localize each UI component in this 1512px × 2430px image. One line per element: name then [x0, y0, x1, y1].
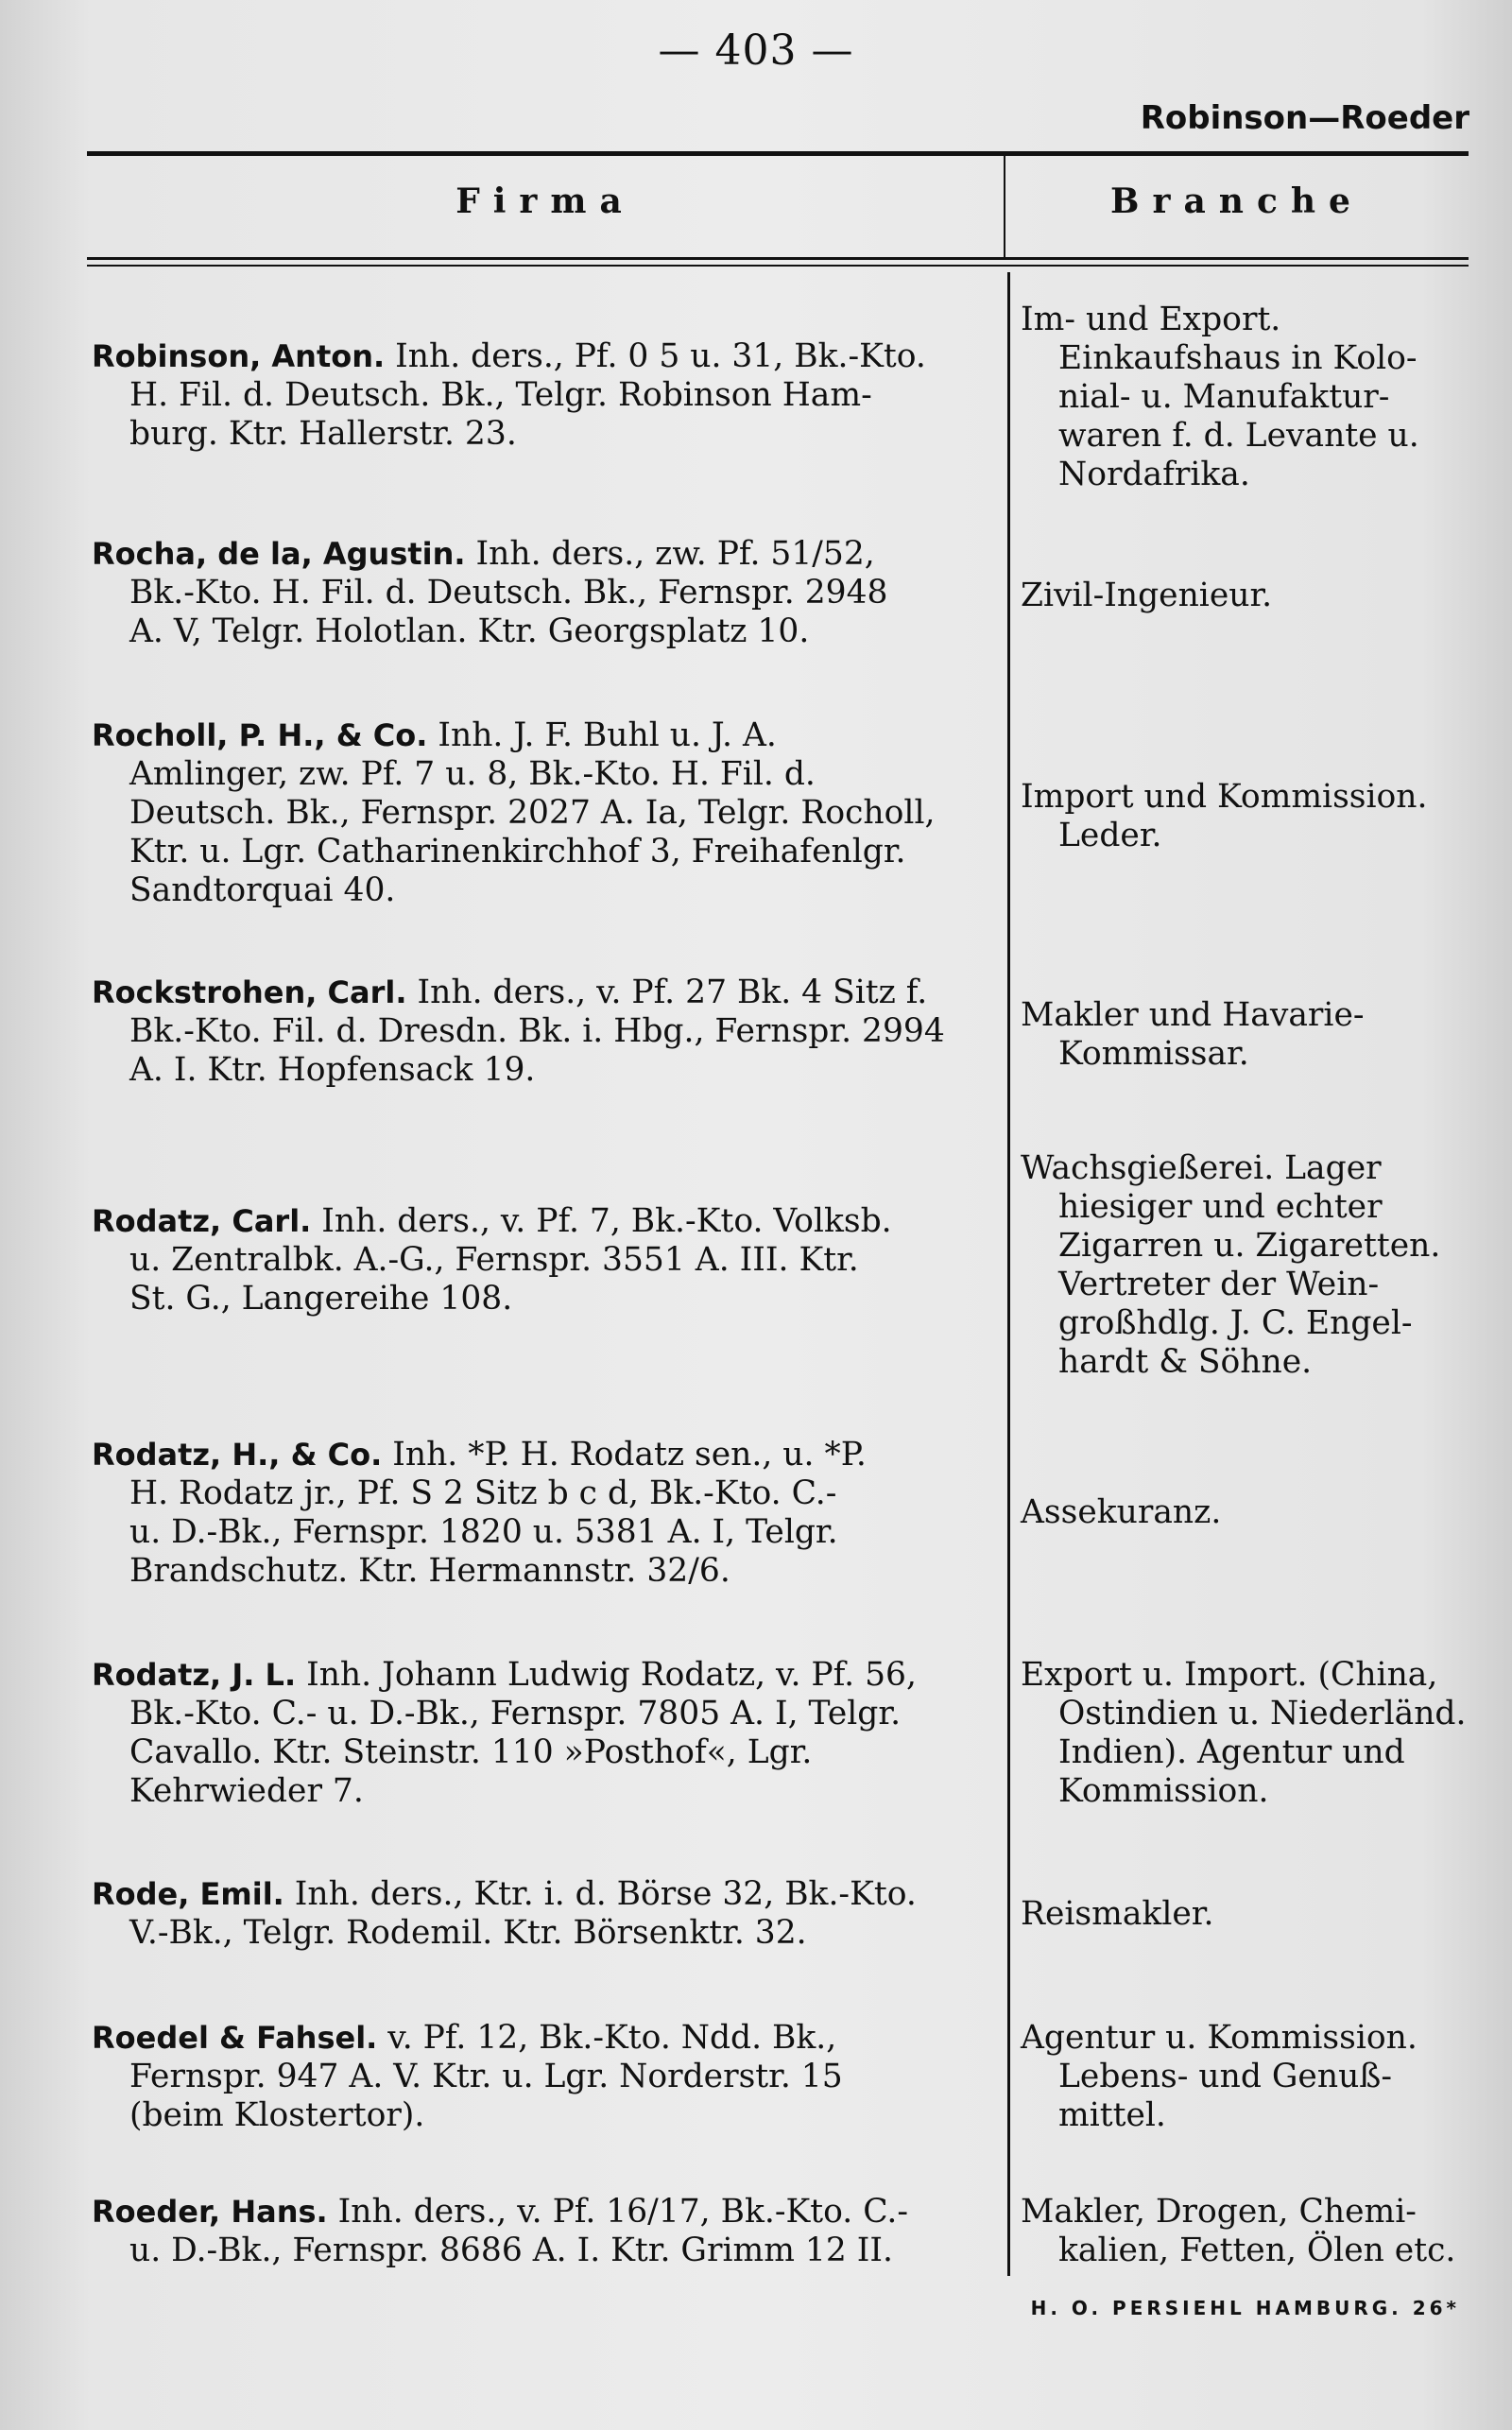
firm-line: v. Pf. 12, Bk.-Kto. Ndd. Bk.,: [387, 2019, 837, 2057]
firm-line: Kehrwieder 7.: [129, 1772, 364, 1810]
branch-line: Reismakler.: [1021, 1895, 1214, 1933]
branch-line: Makler, Drogen, Chemi-: [1021, 2193, 1417, 2231]
entry-branch: [1021, 2193, 1484, 2270]
firm-name: Rodatz, H., & Co.: [92, 1437, 383, 1473]
entry-firm: [92, 1436, 1001, 1591]
firm-line: Inh. ders., Pf. 0 5 u. 31, Bk.-Kto.: [395, 337, 926, 375]
firm-line: St. G., Langereihe 108.: [129, 1280, 513, 1318]
branch-line: Zigarren u. Zigaretten.: [1058, 1227, 1441, 1265]
entry-firm: [92, 2019, 1001, 2135]
firm-line: V.-Bk., Telgr. Rodemil. Ktr. Börsenktr. 32.: [129, 1914, 807, 1952]
branch-line: Agentur u. Kommission.: [1021, 2019, 1418, 2057]
firm-name: Rockstrohen, Carl.: [92, 974, 407, 1010]
entry-branch: [1021, 778, 1484, 855]
entry-branch: [1021, 2019, 1484, 2135]
branch-line: nial- u. Manufaktur-: [1058, 378, 1390, 416]
firm-name: Rocholl, P. H., & Co.: [92, 717, 428, 753]
firm-line: Fernspr. 947 A. V. Ktr. u. Lgr. Norderstr. 15: [129, 2058, 843, 2095]
entry-firm: [92, 1202, 1001, 1318]
firm-line: Inh. ders., zw. Pf. 51/52,: [475, 535, 875, 573]
entry-branch: [1021, 301, 1484, 494]
firm-line: Inh. *P. H. Rodatz sen., u. *P.: [392, 1436, 867, 1474]
branch-line: Einkaufshaus in Kolo-: [1058, 339, 1418, 377]
column-header-firma: Firma: [455, 181, 635, 221]
firm-line: Ktr. u. Lgr. Catharinenkirchhof 3, Freihafenlgr.: [129, 833, 906, 870]
page-number: — 403 —: [658, 26, 854, 75]
entry-branch: [1021, 1656, 1484, 1811]
branch-line: Assekuranz.: [1021, 1493, 1222, 1531]
branch-line: Lebens- und Genuß-: [1058, 2058, 1392, 2095]
branch-line: kalien, Fetten, Ölen etc.: [1058, 2232, 1456, 2269]
entry-branch: [1021, 1493, 1484, 1532]
branch-line: waren f. d. Levante u.: [1058, 417, 1419, 455]
firm-line: Inh. ders., v. Pf. 7, Bk.-Kto. Volksb.: [321, 1202, 892, 1240]
firm-line: Inh. J. F. Buhl u. J. A.: [438, 716, 777, 754]
firm-line: H. Rodatz jr., Pf. S 2 Sitz b c d, Bk.-Kto. C.-: [129, 1474, 837, 1512]
firm-line: H. Fil. d. Deutsch. Bk., Telgr. Robinson Ham-: [129, 376, 872, 414]
firm-line: Bk.-Kto. C.- u. D.-Bk., Fernspr. 7805 A. I, Telgr.: [129, 1695, 902, 1732]
header-bottom-rule: [87, 257, 1469, 260]
entry-firm: [92, 1656, 1001, 1811]
branch-line: Import und Kommission.: [1021, 778, 1428, 816]
firm-line: Cavallo. Ktr. Steinstr. 110 »Posthof«, Lgr.: [129, 1733, 813, 1771]
header-bottom-rule-2: [87, 265, 1469, 267]
running-head: Robinson—Roeder: [1140, 99, 1469, 137]
printer-imprint: H. O. PERSIEHL HAMBURG. 26*: [1030, 2297, 1460, 2319]
firm-line: Bk.-Kto. Fil. d. Dresdn. Bk. i. Hbg., Fernspr. 2994: [129, 1012, 945, 1050]
entry-branch: [1021, 577, 1484, 615]
column-divider: [1007, 272, 1010, 2276]
entry-branch: [1021, 1149, 1484, 1382]
branch-line: Im- und Export.: [1021, 301, 1281, 338]
branch-line: Ostindien u. Niederländ.: [1058, 1695, 1467, 1732]
branch-line: Vertreter der Wein-: [1058, 1266, 1380, 1303]
branch-line: großhdlg. J. C. Engel-: [1058, 1304, 1413, 1342]
entry-firm: [92, 716, 1001, 910]
entry-firm: [92, 2193, 1001, 2270]
branch-line: Indien). Agentur und: [1058, 1733, 1405, 1771]
entry-firm: [92, 974, 1001, 1090]
branch-line: Makler und Havarie-: [1021, 996, 1365, 1034]
entry-firm: [92, 337, 1001, 454]
firm-line: Inh. Johann Ludwig Rodatz, v. Pf. 56,: [306, 1656, 917, 1694]
branch-line: Wachsgießerei. Lager: [1021, 1149, 1382, 1187]
entry-branch: [1021, 1895, 1484, 1934]
firm-line: (beim Klostertor).: [129, 2096, 425, 2134]
firm-line: A. I. Ktr. Hopfensack 19.: [129, 1051, 536, 1089]
firm-line: burg. Ktr. Hallerstr. 23.: [129, 415, 517, 453]
firm-name: Rode, Emil.: [92, 1876, 284, 1912]
firm-name: Robinson, Anton.: [92, 338, 386, 374]
firm-name: Rodatz, Carl.: [92, 1203, 312, 1239]
firm-line: u. Zentralbk. A.-G., Fernspr. 3551 A. III. Ktr.: [129, 1241, 859, 1279]
firm-name: Roedel & Fahsel.: [92, 2020, 378, 2056]
branch-line: Export u. Import. (China,: [1021, 1656, 1438, 1694]
firm-line: Deutsch. Bk., Fernspr. 2027 A. Ia, Telgr. Rocholl,: [129, 794, 936, 832]
branch-line: Zivil-Ingenieur.: [1021, 577, 1273, 614]
firm-line: Inh. ders., v. Pf. 16/17, Bk.-Kto. C.-: [337, 2193, 909, 2231]
firm-line: Inh. ders., Ktr. i. d. Börse 32, Bk.-Kto.: [294, 1875, 917, 1913]
entry-firm: [92, 535, 1001, 651]
firm-line: u. D.-Bk., Fernspr. 8686 A. I. Ktr. Grimm 12 II.: [129, 2232, 893, 2269]
entry-firm: [92, 1875, 1001, 1953]
firm-line: Bk.-Kto. H. Fil. d. Deutsch. Bk., Fernspr. 2948: [129, 574, 888, 612]
entry-branch: [1021, 996, 1484, 1074]
branch-line: hiesiger und echter: [1058, 1188, 1383, 1226]
branch-line: Kommission.: [1058, 1772, 1269, 1810]
top-rule: [87, 151, 1469, 156]
firm-line: A. V, Telgr. Holotlan. Ktr. Georgsplatz 10.: [129, 612, 810, 650]
firm-line: Inh. ders., v. Pf. 27 Bk. 4 Sitz f.: [417, 974, 928, 1011]
branch-line: Kommissar.: [1058, 1035, 1249, 1073]
branch-line: Leder.: [1058, 817, 1162, 854]
firm-line: Amlinger, zw. Pf. 7 u. 8, Bk.-Kto. H. Fil. d.: [129, 755, 816, 793]
column-header-branche: Branche: [1110, 181, 1364, 221]
firm-name: Rodatz, J. L.: [92, 1657, 297, 1693]
firm-line: Sandtorquai 40.: [129, 871, 396, 909]
branch-line: hardt & Söhne.: [1058, 1343, 1313, 1381]
firm-name: Roeder, Hans.: [92, 2194, 328, 2230]
branch-line: mittel.: [1058, 2096, 1166, 2134]
branch-line: Nordafrika.: [1058, 456, 1250, 493]
firm-name: Rocha, de la, Agustin.: [92, 536, 466, 572]
firm-line: Brandschutz. Ktr. Hermannstr. 32/6.: [129, 1552, 730, 1590]
firm-line: u. D.-Bk., Fernspr. 1820 u. 5381 A. I, Telgr.: [129, 1513, 838, 1551]
